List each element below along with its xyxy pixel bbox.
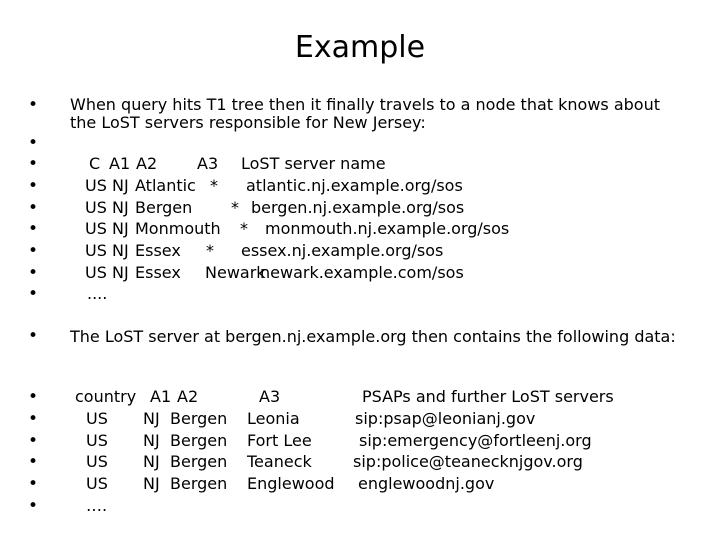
page-title: Example xyxy=(294,30,426,65)
table-cell: NJ xyxy=(112,198,129,217)
table-cell: Englewood xyxy=(247,474,335,493)
table-cell: Fort Lee xyxy=(247,431,312,450)
header-cell: A3 xyxy=(259,387,281,406)
bullet-marker: • xyxy=(28,474,39,494)
table-cell: englewoodnj.gov xyxy=(358,474,495,493)
table-cell: sip:emergency@fortleenj.org xyxy=(359,431,592,450)
table-cell: US xyxy=(85,263,107,282)
table-cell: monmouth.nj.example.org/sos xyxy=(265,219,510,238)
table-cell: NJ xyxy=(143,431,160,450)
table-cell: Leonia xyxy=(247,409,300,428)
table-cell: * xyxy=(231,198,239,217)
table-2-ellipsis: …. xyxy=(86,496,108,515)
header-cell: A1 xyxy=(150,387,172,406)
bullet-marker: • xyxy=(28,241,39,261)
bullet-marker: • xyxy=(28,133,39,153)
table-cell: US xyxy=(85,241,107,260)
table-cell: NJ xyxy=(112,176,129,195)
header-cell: C xyxy=(89,154,101,173)
bullet-marker: • xyxy=(28,431,39,451)
header-cell: A2 xyxy=(177,387,199,406)
table-cell: Bergen xyxy=(135,198,193,217)
table-cell: Newark xyxy=(205,263,266,282)
table-cell: Essex xyxy=(135,263,181,282)
table-cell: Monmouth xyxy=(135,219,221,238)
table-cell: NJ xyxy=(112,263,129,282)
table-cell: NJ xyxy=(143,409,160,428)
table-cell: US xyxy=(86,431,108,450)
header-cell: country xyxy=(75,387,137,406)
table-cell: Essex xyxy=(135,241,181,260)
bullet-marker: • xyxy=(28,263,39,283)
bullet-marker: • xyxy=(28,176,39,196)
table-cell: NJ xyxy=(112,241,129,260)
table-cell: sip:police@teanecknjgov.org xyxy=(353,452,583,471)
bullet-marker: • xyxy=(28,409,39,429)
header-cell: A2 xyxy=(136,154,158,173)
bullet-marker: • xyxy=(28,154,39,174)
table-cell: Teaneck xyxy=(247,452,312,471)
intro-paragraph-2: The LoST server at bergen.nj.example.org then contains the following data: xyxy=(70,327,676,346)
table-cell: Bergen xyxy=(170,474,228,493)
table-cell: * xyxy=(210,176,218,195)
table-1-ellipsis: .... xyxy=(87,284,108,303)
table-cell: * xyxy=(240,219,248,238)
table-cell: NJ xyxy=(143,452,160,471)
header-cell: LoST server name xyxy=(241,154,386,173)
table-cell: newark.example.com/sos xyxy=(260,263,464,282)
bullet-marker: • xyxy=(28,219,39,239)
table-cell: US xyxy=(85,176,107,195)
table-cell: NJ xyxy=(112,219,129,238)
table-cell: atlantic.nj.example.org/sos xyxy=(246,176,463,195)
header-cell: A3 xyxy=(197,154,219,173)
table-cell: bergen.nj.example.org/sos xyxy=(251,198,465,217)
table-cell: US xyxy=(85,198,107,217)
bullet-marker: • xyxy=(28,198,39,218)
bullet-marker: • xyxy=(28,452,39,472)
bullet-marker: • xyxy=(28,496,39,516)
table-cell: NJ xyxy=(143,474,160,493)
bullet-marker: • xyxy=(28,284,39,304)
table-cell: US xyxy=(86,474,108,493)
intro-paragraph-1: When query hits T1 tree then it finally travels to a node that knows about the LoST servers responsible for New Jersey: xyxy=(70,95,660,132)
table-cell: Bergen xyxy=(170,452,228,471)
table-cell: Bergen xyxy=(170,409,228,428)
table-cell: essex.nj.example.org/sos xyxy=(241,241,444,260)
bullet-marker: • xyxy=(28,326,39,346)
header-cell: PSAPs and further LoST servers xyxy=(362,387,614,406)
header-cell: A1 xyxy=(109,154,131,173)
bullet-marker: • xyxy=(28,387,39,407)
table-cell: * xyxy=(206,241,214,260)
bullet-marker: • xyxy=(28,95,39,115)
table-cell: US xyxy=(85,219,107,238)
table-cell: Bergen xyxy=(170,431,228,450)
table-cell: US xyxy=(86,452,108,471)
table-cell: Atlantic xyxy=(135,176,196,195)
table-cell: sip:psap@leonianj.gov xyxy=(355,409,536,428)
table-cell: US xyxy=(86,409,108,428)
